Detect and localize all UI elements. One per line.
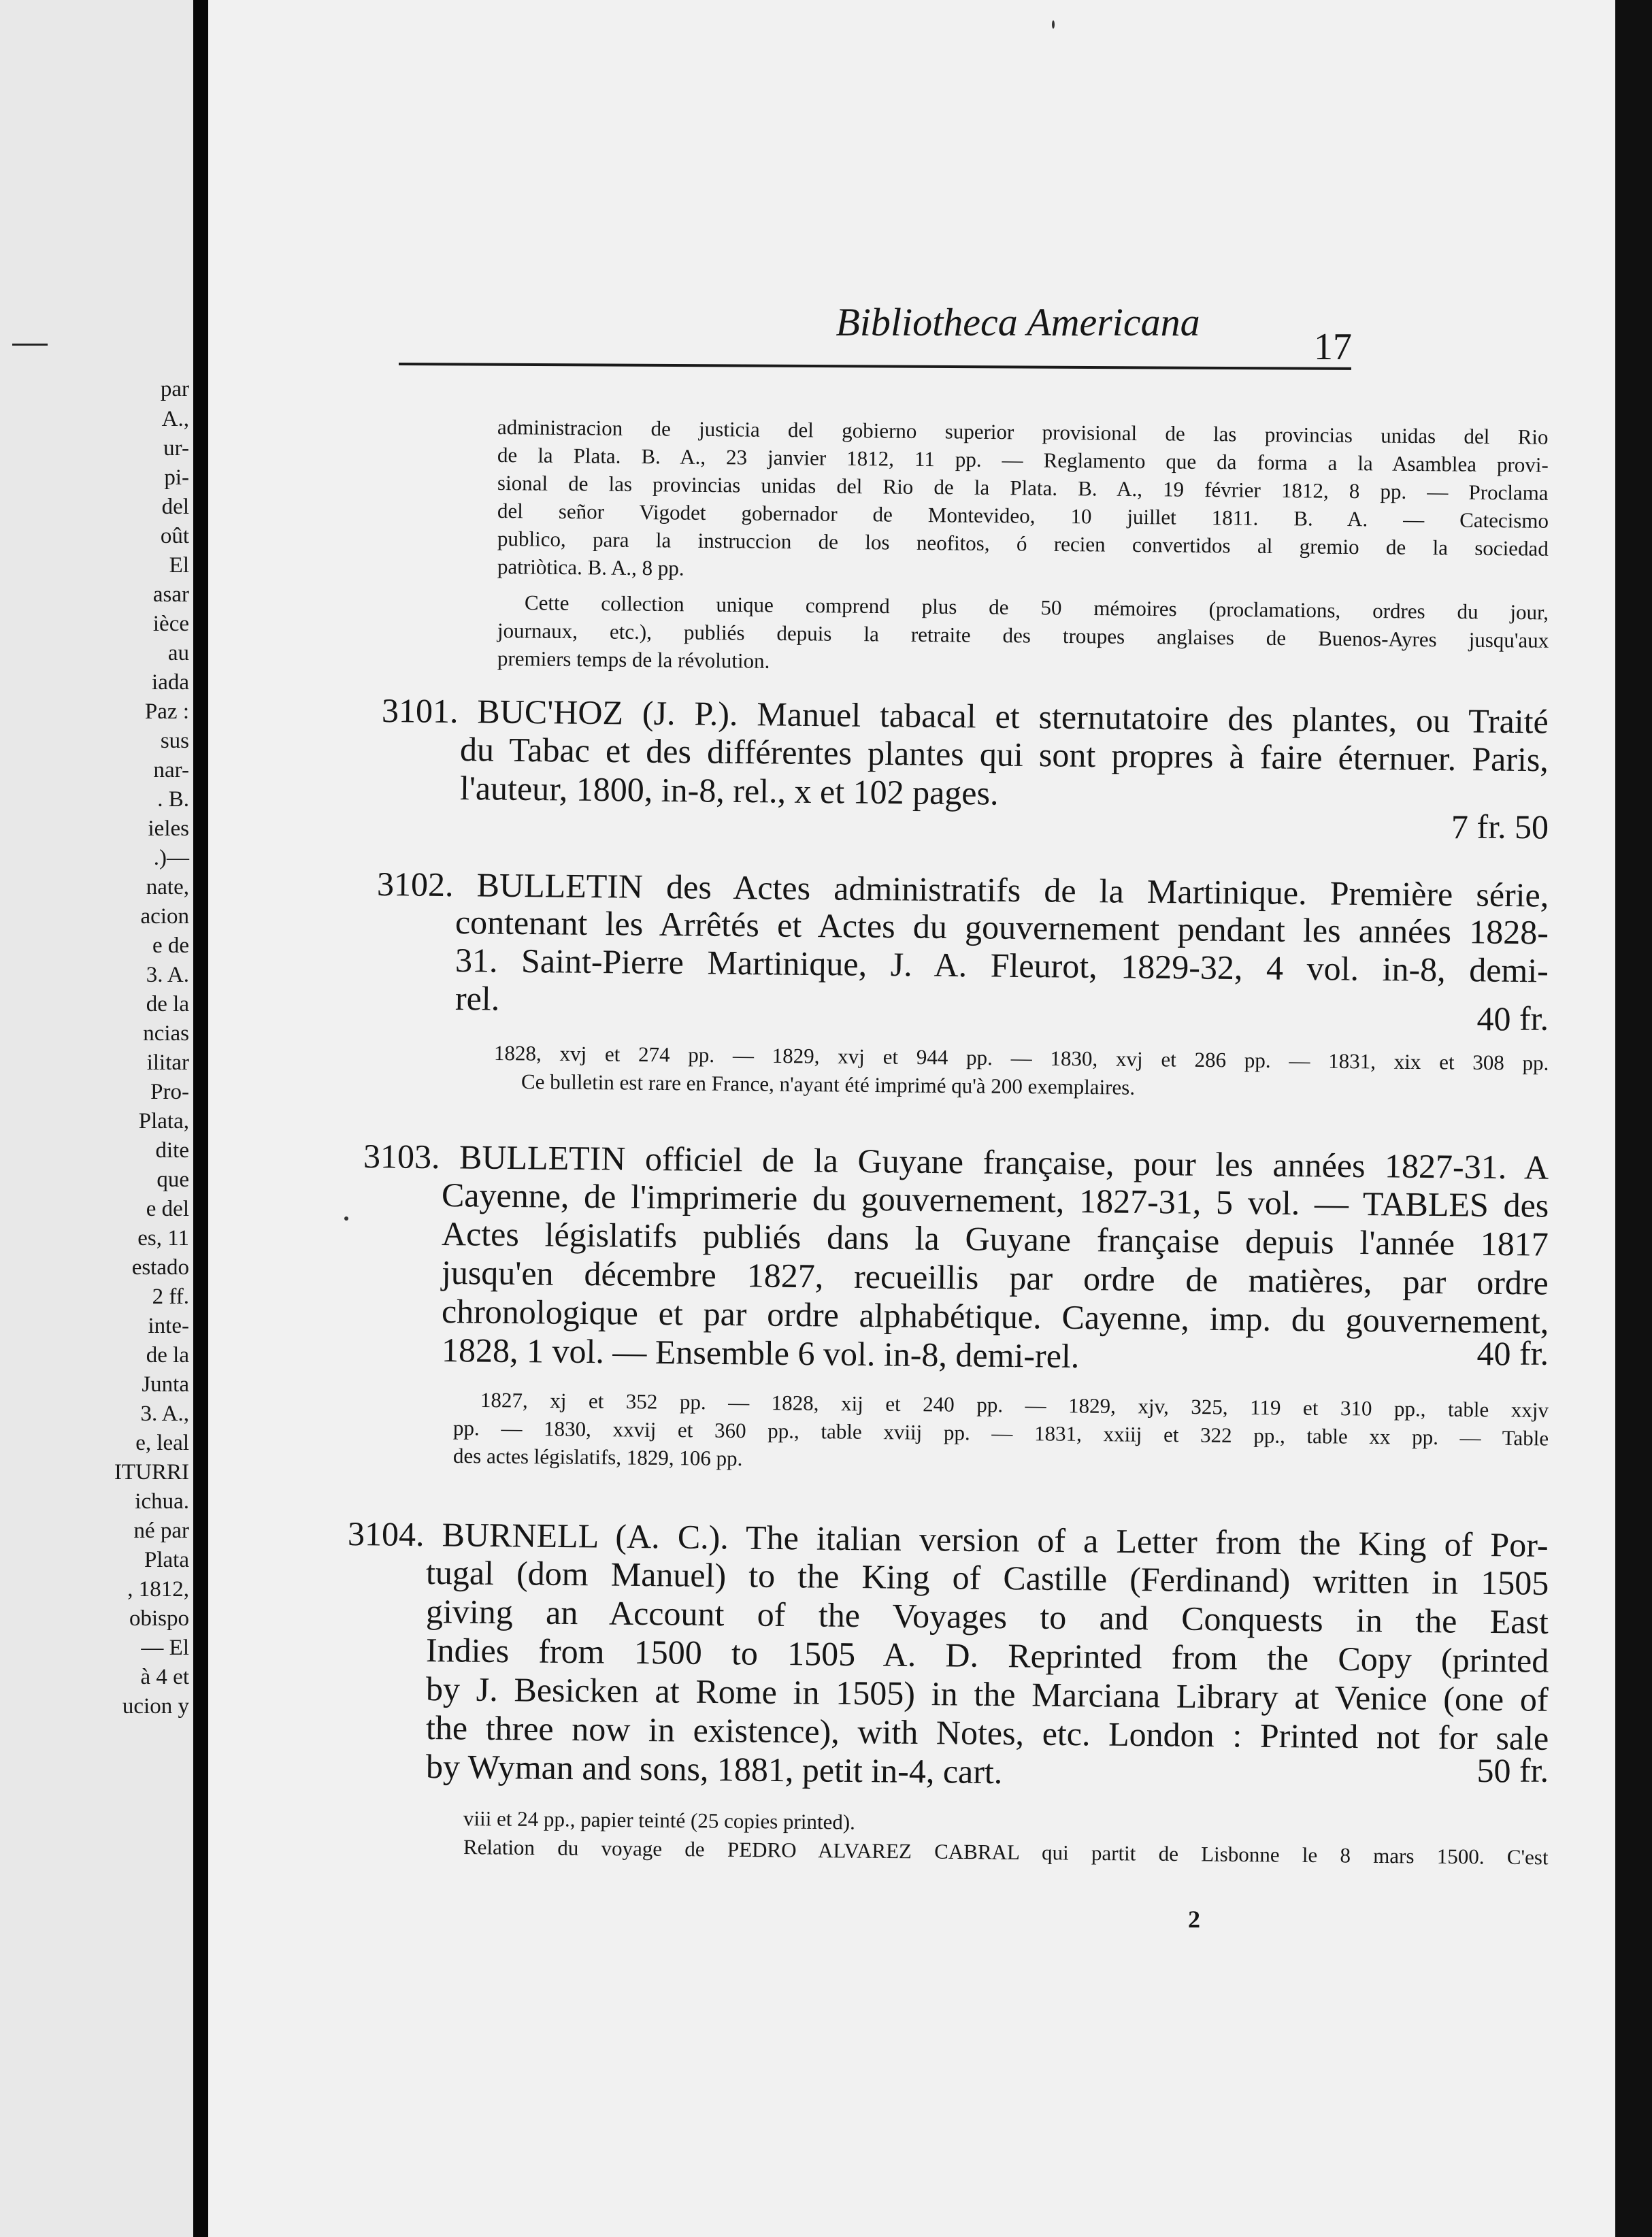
text-line: by Wyman and sons, 1881, petit in-4, cart. <box>425 1747 1003 1791</box>
text-line: contenant les Arrêtés et Actes du gouvernement pendant les années 1828- <box>455 903 1549 952</box>
text-line: administracion de justicia del gobierno superior provisional de las provincias unidas del Rio <box>497 415 1549 449</box>
text-line: 31. Saint-Pierre Martinique, J. A. Fleurot, 1829-32, 4 vol. in-8, demi- <box>455 941 1549 990</box>
left-page-line: que <box>156 1167 189 1192</box>
text-line: jusqu'en décembre 1827, recueillis par ordre de matières, par ordre <box>441 1253 1549 1302</box>
text-line: journaux, etc.), publiés depuis la retraite des troupes anglaises de Buenos-Ayres jusqu'aux <box>497 618 1549 652</box>
left-page-line: ucion y <box>122 1694 189 1719</box>
text-line: viii et 24 pp., papier teinté (25 copies printed). <box>463 1806 856 1834</box>
text-line: Cette collection unique comprend plus de 50 mémoires (proclamations, ordres du jour, <box>524 591 1549 625</box>
running-header-title: Bibliotheca Americana <box>836 300 1200 344</box>
left-page-line: par <box>160 377 189 401</box>
text-line: Indies from 1500 to 1505 A. D. Reprinted from the Copy (printed <box>425 1631 1549 1680</box>
text-line: sional de las provincias unidas del Rio de la Plata. B. A., 19 février 1812, 8 pp. — Proclama <box>497 471 1549 505</box>
left-page-line: A., <box>161 407 189 431</box>
text-line: des actes législatifs, 1829, 106 pp. <box>452 1444 743 1471</box>
left-page-line: . B. <box>157 787 189 812</box>
page <box>208 0 1615 2237</box>
text-line: 3102. BULLETIN des Actes administratifs de la Martinique. Première série, <box>376 865 1549 914</box>
text-line: giving an Account of the Voyages to and Conquests in the East <box>425 1592 1549 1641</box>
text-line: 3103. BULLETIN officiel de la Guyane française, pour les années 1827-31. A <box>363 1137 1549 1187</box>
left-page-line: e, leal <box>135 1431 189 1455</box>
text-line: tugal (dom Manuel) to the King of Castille (Ferdinand) written in 1505 <box>425 1553 1549 1602</box>
left-page-line: Pro- <box>150 1080 189 1104</box>
text-line: patriòtica. B. A., 8 pp. <box>497 554 684 580</box>
text-line: 1828, xvj et 274 pp. — 1829, xvj et 944 pp. — 1830, xvj et 286 pp. — 1831, xix et 308 pp. <box>493 1041 1549 1075</box>
text-line: de la Plata. B. A., 23 janvier 1812, 11 pp. — Reglamento que da forma a la Asamblea provi- <box>497 443 1549 477</box>
text-line: chronologique et par ordre alphabétique. Cayenne, imp. du gouvernement, <box>441 1292 1549 1341</box>
text-line: 1828, 1 vol. — Ensemble 6 vol. in-8, demi-rel. <box>441 1331 1080 1375</box>
entry-price: 7 fr. 50 <box>1451 808 1549 846</box>
right-page-edge <box>1615 0 1652 2237</box>
left-page-line: ur- <box>163 436 189 461</box>
left-page-line: ncias <box>143 1021 189 1046</box>
text-line: 3101. BUC'HOZ (J. P.). Manuel tabacal et sternutatoire des plantes, ou Traité <box>381 691 1549 741</box>
left-page-line: del <box>161 495 189 519</box>
text-line: 3104. BURNELL (A. C.). The italian version of a Letter from the King of Por- <box>347 1514 1549 1564</box>
left-page-line: au <box>167 641 189 665</box>
left-page-line: ITURRI <box>114 1460 189 1485</box>
left-page-line: né par <box>133 1519 189 1543</box>
left-page-line: 3. A., <box>140 1402 189 1426</box>
left-page-line: inte- <box>148 1314 189 1338</box>
left-page-line: de la <box>146 1343 189 1368</box>
left-page-line: nate, <box>146 875 189 899</box>
book-gutter <box>193 0 208 2237</box>
text-line: rel. <box>455 979 500 1018</box>
ink-speck <box>344 1216 348 1221</box>
left-page-line: .)— <box>153 846 189 870</box>
text-line: by J. Besicken at Rome in 1505) in the Marciana Library at Venice (one of <box>425 1670 1549 1719</box>
left-page-line: acion <box>140 904 189 929</box>
left-page-rule <box>12 344 48 346</box>
text-line: premiers temps de la révolution. <box>497 646 770 673</box>
left-page-line: obispo <box>129 1606 189 1631</box>
entry-price: 50 fr. <box>1476 1751 1549 1789</box>
left-page-line: ichua. <box>135 1489 189 1514</box>
text-line: del señor Vigodet gobernador de Montevideo, 10 juillet 1811. B. A. — Catecismo <box>497 499 1549 533</box>
left-page-line: El <box>169 553 189 578</box>
left-page-line: asar <box>152 582 189 607</box>
left-page-line: ièce <box>152 612 189 636</box>
left-page-line: — El <box>141 1636 189 1660</box>
text-line: Cayenne, de l'imprimerie du gouvernement, 1827-31, 5 vol. — TABLES des <box>441 1176 1549 1225</box>
entry-price: 40 fr. <box>1476 1334 1549 1372</box>
text-line: the three now in existence), with Notes, etc. London : Printed not for sale <box>425 1708 1549 1757</box>
ink-speck <box>1052 20 1055 29</box>
entry-price: 40 fr. <box>1476 999 1549 1038</box>
left-page-line: à 4 et <box>140 1665 189 1689</box>
left-page-line: , 1812, <box>127 1577 189 1602</box>
left-page-line: Plata <box>144 1548 189 1572</box>
text-line: Ce bulletin est rare en France, n'ayant été imprimé qu'à 200 exemplaires. <box>521 1070 1136 1099</box>
left-page-line: de la <box>146 992 189 1016</box>
text-line: Actes législatifs publiés dans la Guyane française depuis l'année 1817 <box>441 1214 1549 1263</box>
header-rule <box>399 363 1351 370</box>
left-page-line: sus <box>160 729 189 753</box>
left-page-line: es, 11 <box>137 1226 189 1250</box>
left-page-line: oût <box>160 524 189 548</box>
text-line: l'auteur, 1800, in-8, rel., x et 102 pages. <box>459 769 999 812</box>
text-line: du Tabac et des différentes plantes qui sont propres à faire éternuer. Paris, <box>459 730 1549 779</box>
left-page-line: nar- <box>153 758 189 782</box>
signature-mark: 2 <box>1188 1906 1200 1933</box>
text-line: 1827, xj et 352 pp. — 1828, xij et 240 pp. — 1829, xjv, 325, 119 et 310 pp., table xxjv <box>480 1388 1549 1423</box>
left-page-line: e del <box>146 1197 189 1221</box>
left-page-line: 2 ff. <box>152 1285 189 1309</box>
text-line: pp. — 1830, xxvij et 360 pp., table xviij pp. — 1831, xxiij et 322 pp., table xx pp. — Table <box>452 1416 1549 1451</box>
left-page-line: Junta <box>142 1372 189 1397</box>
left-page-line: dite <box>155 1138 189 1163</box>
left-page-line: ieles <box>148 816 189 841</box>
text-line: Relation du voyage de PEDRO ALVAREZ CABRAL qui partit de Lisbonne le 8 mars 1500. C'est <box>463 1835 1549 1870</box>
text-line: publico, para la instruccion de los neofitos, ó recien convertidos al gremio de la sociedad <box>497 527 1549 561</box>
left-page-line: iada <box>152 670 189 695</box>
left-page-line: Plata, <box>138 1109 189 1133</box>
left-page-line: e de <box>152 933 189 958</box>
left-page-line: Paz : <box>144 699 189 724</box>
page-number: 17 <box>1314 326 1352 368</box>
left-page-line: 3. A. <box>146 963 189 987</box>
left-page-line: ilitar <box>146 1050 189 1075</box>
left-page-line: estado <box>131 1255 189 1280</box>
left-page-fragment <box>0 0 193 2237</box>
left-page-line: pi- <box>164 465 189 490</box>
